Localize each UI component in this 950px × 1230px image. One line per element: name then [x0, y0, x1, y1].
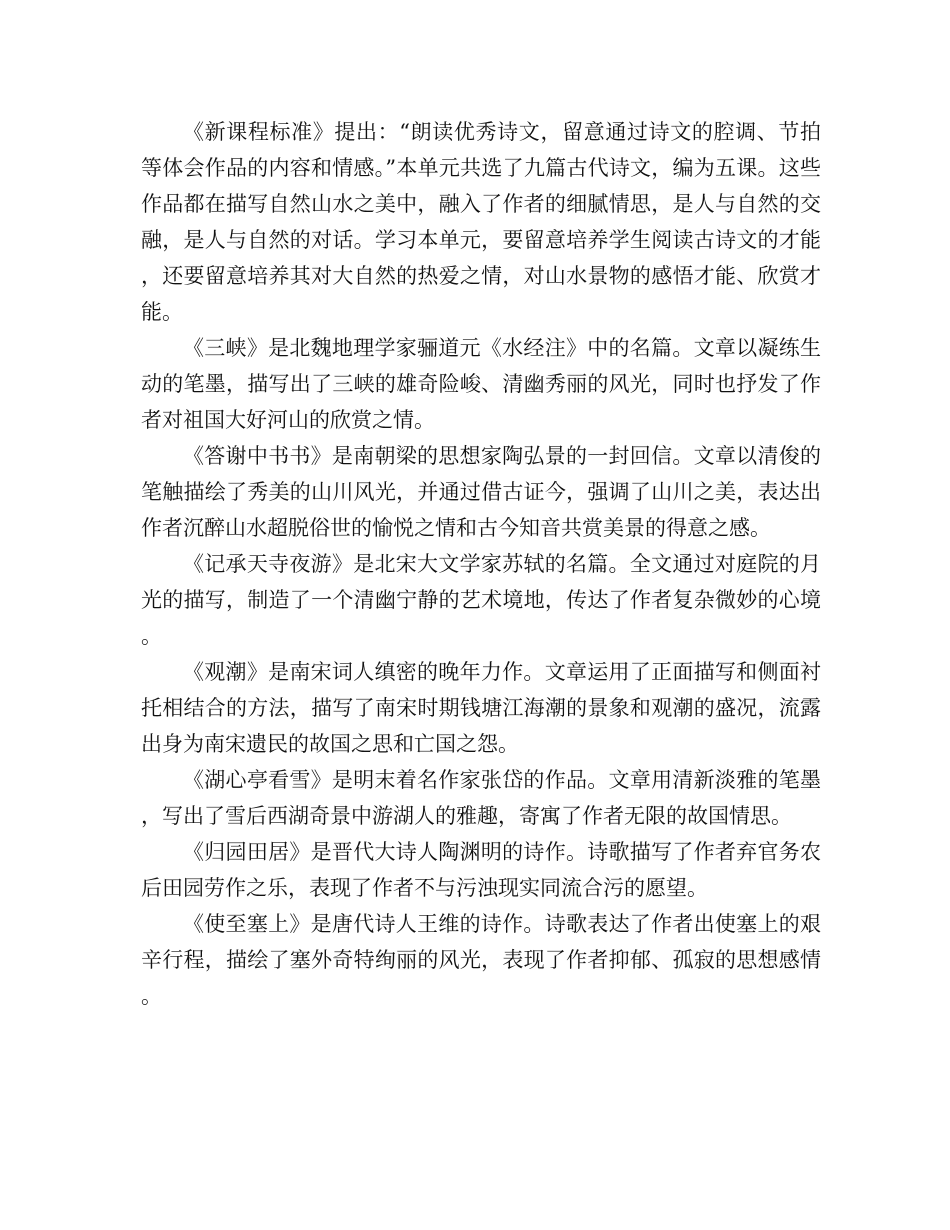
document-body — [141, 114, 821, 1014]
intro-paragraph: 《新课程标准》提出：“朗读优秀诗文，留意通过诗文的腔调、节拍等体会作品的内容和情感。”本单元共选了九篇古代诗文，编为五课。这些作品都在描写自然山水之美中，融入了作者的细腻情思，是人与自然的交融，是人与自然的对话。学习本单元，要留意培养学生阅读古诗文的才能，还要留意培养其对大自然的热爱之情，对山水景物的感悟才能、欣赏才能。 — [141, 120, 821, 324]
paragraph-sanxia: 《三峡》是北魏地理学家骊道元《水经注》中的名篇。文章以凝练生动的笔墨，描写出了三峡的雄奇险峻、清幽秀丽的风光，同时也抒发了作者对祖国大好河山的欣赏之情。 — [141, 336, 821, 432]
paragraph-huxintingkanxue: 《湖心亭看雪》是明末着名作家张岱的作品。文章用清新淡雅的笔墨，写出了雪后西湖奇景中游湖人的雅趣，寄寓了作者无限的故国情思。 — [141, 768, 821, 828]
paragraph-jichengtiansiyeyou: 《记承天寺夜游》是北宋大文学家苏轼的名篇。全文通过对庭院的月光的描写，制造了一个清幽宁静的艺术境地，传达了作者复杂微妙的心境。 — [141, 552, 821, 648]
paragraph-guiyuantianju: 《归园田居》是晋代大诗人陶渊明的诗作。诗歌描写了作者弃官务农后田园劳作之乐，表现了作者不与污浊现实同流合污的愿望。 — [141, 840, 821, 900]
paragraph-shizhisaishang: 《使至塞上》是唐代诗人王维的诗作。诗歌表达了作者出使塞上的艰辛行程，描绘了塞外奇特绚丽的风光，表现了作者抑郁、孤寂的思想感情。 — [141, 912, 821, 1008]
paragraph-daxiezhongshushu: 《答谢中书书》是南朝梁的思想家陶弘景的一封回信。文章以清俊的笔触描绘了秀美的山川风光，并通过借古证今，强调了山川之美，表达出作者沉醉山水超脱俗世的愉悦之情和古今知音共赏美景的得意之感。 — [141, 444, 821, 540]
paragraph-guanchao: 《观潮》是南宋词人缜密的晚年力作。文章运用了正面描写和侧面衬托相结合的方法，描写了南宋时期钱塘江海潮的景象和观潮的盛况，流露出身为南宋遗民的故国之思和亡国之怨。 — [141, 660, 821, 756]
